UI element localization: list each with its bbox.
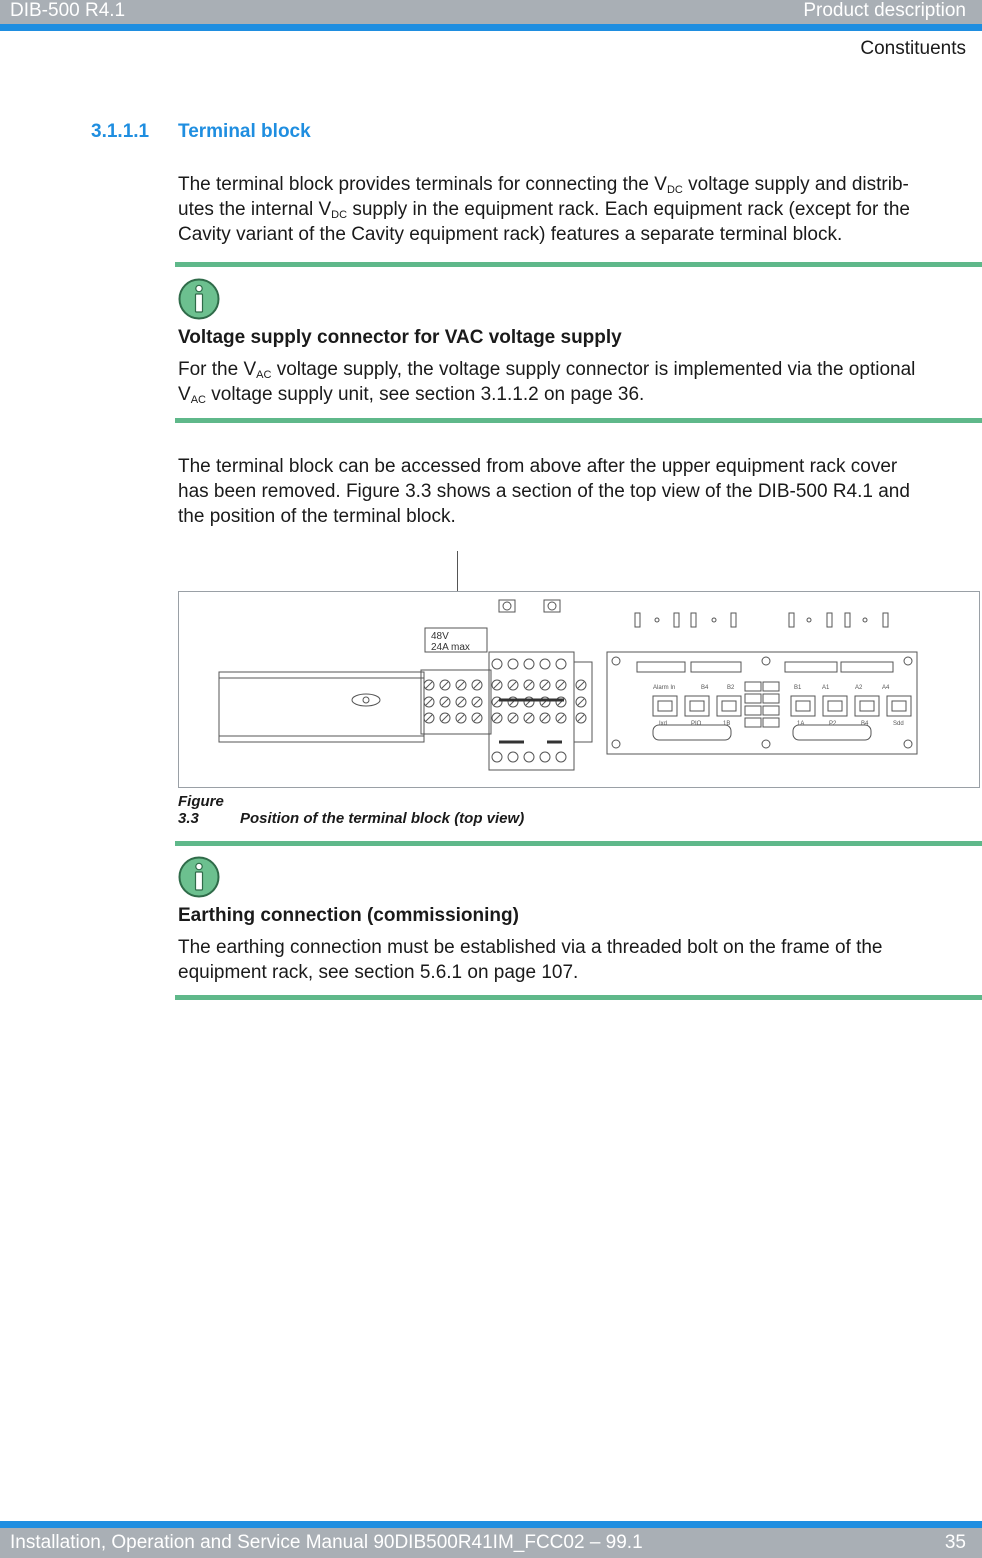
figure-caption — [178, 793, 524, 827]
panel-label: Sdd — [893, 721, 904, 727]
terminal-screw — [524, 752, 534, 762]
rj-jack — [887, 696, 911, 716]
info-icon — [178, 856, 220, 898]
terminal-screw — [540, 752, 550, 762]
header-chapter: Product description — [803, 0, 966, 21]
rj-jack — [717, 696, 741, 716]
header-doc-title: DIB-500 R4.1 — [10, 0, 126, 21]
rj-jack — [791, 696, 815, 716]
terminal-screw — [556, 659, 566, 669]
footer-rule — [0, 1521, 982, 1528]
figure-caption-text: Position of the terminal block (top view) — [240, 810, 525, 827]
note-top-rule — [175, 262, 982, 267]
terminal-screw — [508, 659, 518, 669]
terminal-screw — [508, 752, 518, 762]
note2-top-rule — [175, 841, 982, 846]
panel-label: B4 — [701, 685, 709, 691]
panel-label: 1B — [723, 721, 731, 727]
info-icon — [178, 278, 220, 320]
page-header — [0, 0, 982, 24]
note2-body: The earthing connection must be established via a threaded bolt on the frame of the equipment rack, see section 5.6.1 on page 107. — [178, 937, 883, 983]
terminal-screw — [492, 659, 502, 669]
header-section: Constituents — [860, 38, 966, 59]
note-body: For the $V_{AC}$ voltage supply, the voltage supply connector is implemented via the optional $V_{AC}$ voltage supply unit, see section 3.1.1.2 on page 36. — [178, 359, 916, 406]
terminal-voltage-label: 48V — [431, 631, 449, 642]
panel-label: B2 — [727, 685, 735, 691]
rj-jack — [823, 696, 847, 716]
panel-label: PIO — [691, 721, 702, 727]
panel-label: 1A — [797, 721, 805, 727]
panel-label: A2 — [855, 685, 863, 691]
figure-number: Figure 3.3 — [178, 793, 224, 827]
page-number: 35 — [944, 1532, 966, 1553]
panel-label: B1 — [794, 685, 802, 691]
terminal-screw — [492, 752, 502, 762]
note-title: Voltage supply connector for VAC voltage supply — [178, 327, 622, 348]
terminal-screw — [556, 752, 566, 762]
terminal-screw — [540, 659, 550, 669]
intro-paragraph: The terminal block provides terminals for connecting the $V_{DC}$ voltage supply and distrib- utes the internal $V_{DC}$ supply in the equipment rack. Each equipment rack (except for the Cavity variant of the Cavity equipment rack) features a separate terminal block. — [178, 174, 910, 245]
rj-jack — [855, 696, 879, 716]
note2-title: Earthing connection (commissioning) — [178, 905, 519, 926]
header-rule — [0, 24, 982, 31]
page-footer — [0, 1528, 982, 1558]
terminal-current-label: 24A max — [431, 642, 470, 653]
panel-label: Alarm In — [653, 685, 676, 691]
note-bottom-rule — [175, 418, 982, 423]
panel-label: Ixd — [659, 721, 668, 727]
rj-jack — [653, 696, 677, 716]
terminal-block-figure — [178, 591, 980, 788]
terminal-screw — [524, 659, 534, 669]
panel-label: P2 — [829, 721, 837, 727]
footer-manual-id: Installation, Operation and Service Manual 90DIB500R41IM_FCC02 – 99.1 — [10, 1532, 643, 1553]
panel-label: A4 — [882, 685, 890, 691]
rj-jack — [685, 696, 709, 716]
rack-top-view-drawing — [179, 592, 979, 787]
panel-label: A1 — [822, 685, 830, 691]
section-number: 3.1.1.1 — [91, 121, 150, 142]
note2-bottom-rule — [175, 995, 982, 1000]
body-paragraph: The terminal block can be accessed from above after the upper equipment rack cover has been removed. Figure 3.3 shows a section of the top view of the DIB-500 R4.1 and the position of the terminal block. — [178, 456, 910, 527]
panel-label: B4 — [861, 721, 869, 727]
section-title: Terminal block — [178, 121, 311, 142]
